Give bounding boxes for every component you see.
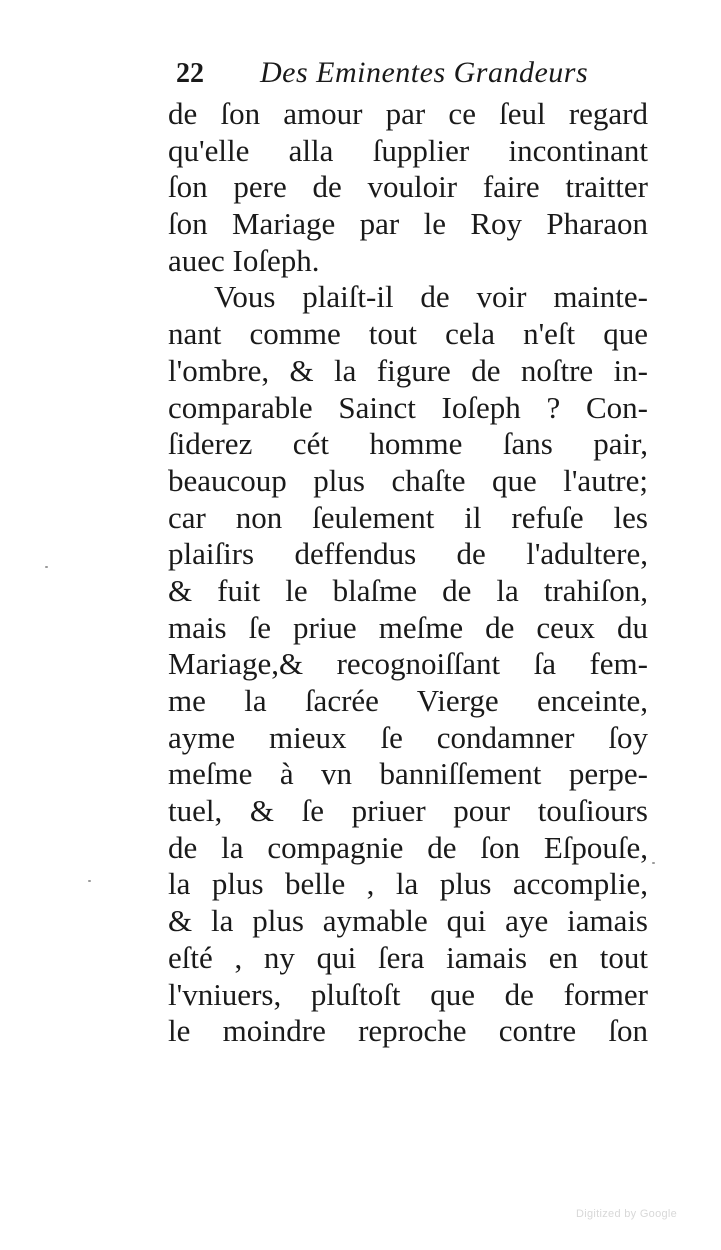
text-line: plaiſirs deffendus de l'adultere, (168, 536, 648, 572)
text-line: Mariage,& recognoiſſant ſa fem- (168, 646, 648, 682)
page-number: 22 (176, 58, 204, 89)
scan-speck (45, 566, 48, 568)
body-text (168, 96, 648, 1050)
text-line: qu'elle alla ſupplier incontinant (168, 132, 648, 168)
text-line: & la plus aymable qui aye iamais (168, 903, 648, 939)
scan-speck (652, 862, 655, 864)
text-line: ſon Mariage par le Roy Pharaon (168, 206, 648, 242)
text-line: ſiderez cét homme ſans pair, (168, 426, 648, 462)
text-line: comparable Sainct Ioſeph ? Con- (168, 389, 648, 425)
scan-speck (88, 880, 91, 882)
text-line: nant comme tout cela n'eſt que (168, 316, 648, 352)
text-line: de ſon amour par ce ſeul regard (168, 96, 648, 131)
text-line: auec Ioſeph. (168, 242, 320, 278)
page-header (176, 56, 636, 96)
text-line: tuel, & ſe priuer pour touſiours (168, 793, 648, 829)
text-line: eſté , ny qui ſera iamais en tout (168, 939, 648, 975)
text-line: me la ſacrée Vierge enceinte, (168, 683, 648, 718)
text-line: & fuit le blaſme de la trahiſon, (168, 572, 648, 608)
text-line: de la compagnie de ſon Eſpouſe, (168, 829, 648, 865)
text-line: beaucoup plus chaſte que l'autre; (168, 462, 648, 498)
text-line: Vous plaiſt-il de voir mainte- (214, 279, 648, 315)
text-line: l'vniuers, pluſtoſt que de former (168, 976, 648, 1012)
text-line: l'ombre, & la figure de noſtre in- (168, 352, 648, 388)
running-head: Des Eminentes Grandeurs (260, 56, 589, 89)
text-line: le moindre reproche contre ſon (168, 1013, 648, 1049)
text-line: ſon pere de vouloir faire traitter (168, 169, 648, 205)
text-line: meſme à vn banniſſement perpe- (168, 756, 648, 792)
text-line: la plus belle , la plus accomplie, (168, 866, 648, 902)
text-line: car non ſeulement il refuſe les (168, 499, 648, 535)
text-line: ayme mieux ſe condamner ſoy (168, 719, 648, 755)
scanner-watermark: Digitized by Google (576, 1208, 678, 1220)
text-line: mais ſe priue meſme de ceux du (168, 609, 648, 645)
